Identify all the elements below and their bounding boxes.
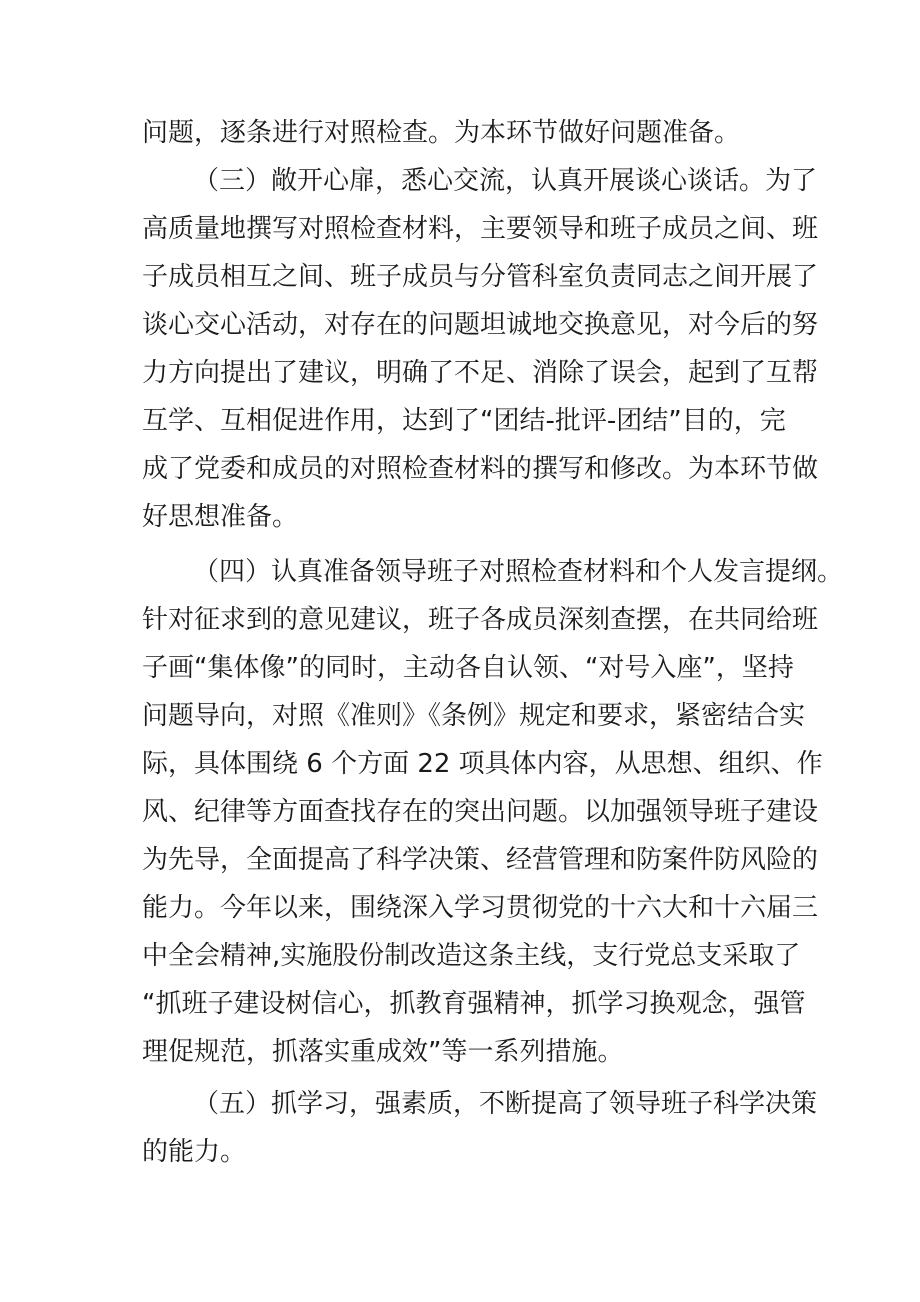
text-line-15: 风、纪律等方面查找存在的突出问题。以加强领导班子建设 xyxy=(142,797,819,827)
text-line-5: 谈心交心活动，对存在的问题坦诚地交换意见，对今后的努 xyxy=(142,310,819,340)
text-line-9: 好思想准备。 xyxy=(142,502,299,532)
text-line-6: 力方向提出了建议，明确了不足、消除了误会，起到了互帮 xyxy=(142,358,819,388)
text-line-3: 高质量地撰写对照检查材料，主要领导和班子成员之间、班 xyxy=(142,214,819,244)
text-line-4: 子成员相互之间、班子成员与分管科室负责同志之间开展了 xyxy=(142,262,819,292)
text-line-19: “抓班子建设树信心，抓教育强精神，抓学习换观念，强管 xyxy=(142,989,806,1019)
text-line-2: （三）敞开心扉，悉心交流，认真开展谈心谈话。为了 xyxy=(193,166,818,196)
text-line-17: 能力。今年以来，围绕深入学习贯彻党的十六大和十六届三 xyxy=(142,893,819,923)
text-line-8: 成了党委和成员的对照检查材料的撰写和修改。为本环节做 xyxy=(142,454,819,484)
text-line-10: （四）认真准备领导班子对照检查材料和个人发言提纲。 xyxy=(193,557,844,587)
text-line-14: 际，具体围绕 6 个方面 22 项具体内容，从思想、组织、作 xyxy=(142,749,823,779)
text-line-22: 的能力。 xyxy=(142,1137,247,1167)
text-line-11: 针对征求到的意见建议，班子各成员深刻查摆，在共同给班 xyxy=(142,605,819,635)
text-line-1: 问题，逐条进行对照检查。为本环节做好问题准备。 xyxy=(142,118,741,148)
text-line-20: 理促规范，抓落实重成效”等一系列措施。 xyxy=(142,1037,624,1067)
text-line-18: 中全会精神,实施股份制改造这条主线，支行党总支采取了 xyxy=(142,941,801,971)
text-line-13: 问题导向，对照《准则》《条例》规定和要求，紧密结合实 xyxy=(142,701,806,731)
text-line-16: 为先导，全面提高了科学决策、经营管理和防案件防风险的 xyxy=(142,845,819,875)
text-line-12: 子画“集体像”的同时，主动各自认领、“对号入座”，坚持 xyxy=(142,653,794,683)
text-line-7: 互学、互相促进作用，达到了“团结-批评-团结”目的，完 xyxy=(142,406,786,436)
text-line-21: （五）抓学习，强素质，不断提高了领导班子科学决策 xyxy=(193,1089,818,1119)
